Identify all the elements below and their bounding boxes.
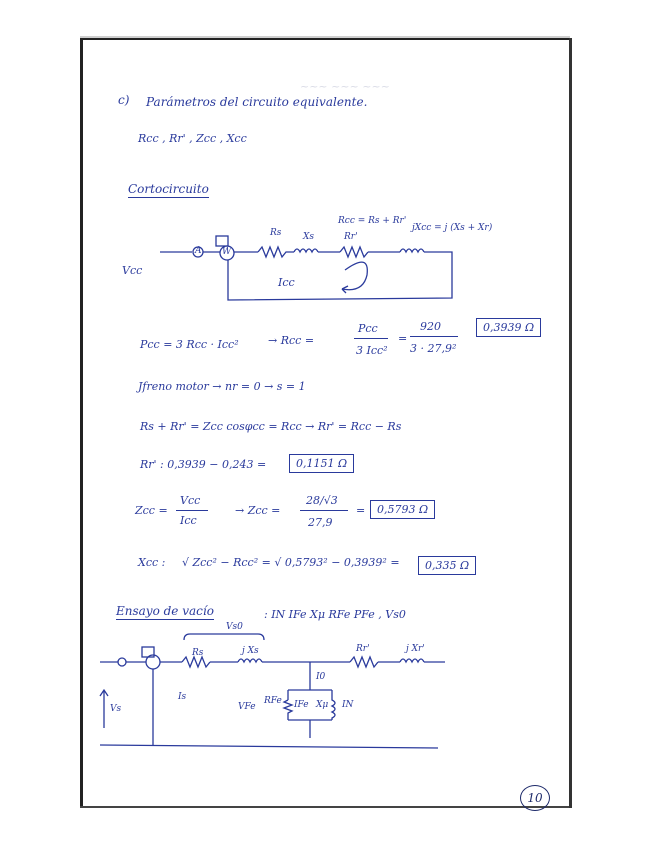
nl-ife-label: IFe <box>294 700 309 710</box>
nl-vs0-label: Vs0 <box>226 622 243 632</box>
rr-result: 0,1151 Ω <box>289 454 354 473</box>
sc-rs-label: Rs <box>270 228 282 238</box>
zcc-arrow: → Zcc = <box>235 504 281 517</box>
zcc-lhs: Zcc = <box>135 504 168 517</box>
sc-rcc-eq: Rcc = Rs + Rr' <box>338 216 407 226</box>
xcc-lhs: Xcc : <box>138 556 166 569</box>
rcc-den: 3 Icc² <box>356 344 388 357</box>
no-load-params: : IN IFe Xμ RFe PFe , Vs0 <box>264 608 406 621</box>
rcc-calc-num: 920 <box>420 320 441 333</box>
nl-jxs-label: j Xs <box>242 646 259 656</box>
rr-calc: Rr' : 0,3939 − 0,243 = <box>140 458 267 471</box>
sc-rr-label: Rr' <box>344 232 358 242</box>
zcc-num: Vcc <box>180 494 201 507</box>
sc-icc-label: Icc <box>278 276 295 289</box>
nl-xmu-label: Xμ <box>316 700 329 710</box>
zcc-den: Icc <box>180 514 197 527</box>
pcc-formula: Pcc = 3 Rcc · Icc² <box>140 338 239 351</box>
zcc-calc-num: 28/√3 <box>306 494 338 507</box>
rcc-calc-den: 3 · 27,9² <box>410 342 457 355</box>
rcc-num: Pcc <box>358 322 378 335</box>
zcc-fraction-bar <box>176 510 208 511</box>
nl-i0-label: I0 <box>316 672 326 682</box>
sc-meter-a: A <box>195 246 202 256</box>
section-marker: c) <box>118 93 130 107</box>
rcc-calc-fraction-bar <box>410 336 458 337</box>
nl-vs-label: Vs <box>110 704 122 714</box>
zcc-calc-den: 27,9 <box>308 516 333 529</box>
sc-xs-label: Xs <box>303 232 315 242</box>
nl-rfe-label: RFe <box>264 696 282 706</box>
zcc-result: 0,5793 Ω <box>370 500 435 519</box>
params-list: Rcc , Rr' , Zcc , Xcc <box>138 132 247 145</box>
sc-jxcc-eq: jXcc = j (Xs + Xr) <box>412 223 493 233</box>
rcc-formula: → Rcc = <box>268 334 315 347</box>
short-circuit-heading: Cortocircuito <box>128 182 209 196</box>
xcc-formula: √ Zcc² − Rcc² = √ 0,5793² − 0,3939² = <box>182 556 400 569</box>
nl-rr-label: Rr' <box>356 644 370 654</box>
zcc-calc-fraction-bar <box>300 510 348 511</box>
frenado-note: Jfreno motor → nr = 0 → s = 1 <box>138 380 306 393</box>
sc-vcc-label: Vcc <box>122 264 143 277</box>
rcc-eq2: = <box>398 332 408 345</box>
nl-rs-label: Rs <box>192 648 204 658</box>
page-number: 10 <box>520 785 550 811</box>
zcc-eq: = <box>356 504 366 517</box>
rs-rr-relation: Rs + Rr' = Zcc cosφcc = Rcc → Rr' = Rcc − Rs <box>140 420 402 433</box>
xcc-result: 0,335 Ω <box>418 556 476 575</box>
nl-vfe-label: VFe <box>238 702 256 712</box>
bleed-through-marks: ~~~ ~~~ ~~~ <box>300 80 390 93</box>
nl-in-label: IN <box>342 700 354 710</box>
nl-jxr-label: j Xr' <box>406 644 425 654</box>
section-title: Parámetros del circuito equivalente. <box>146 95 368 109</box>
no-load-heading: Ensayo de vacío <box>116 604 214 618</box>
rcc-result: 0,3939 Ω <box>476 318 541 337</box>
nl-is-label: Is <box>178 692 187 702</box>
rcc-fraction-bar <box>354 338 388 339</box>
sc-meter-w: W <box>222 247 232 257</box>
